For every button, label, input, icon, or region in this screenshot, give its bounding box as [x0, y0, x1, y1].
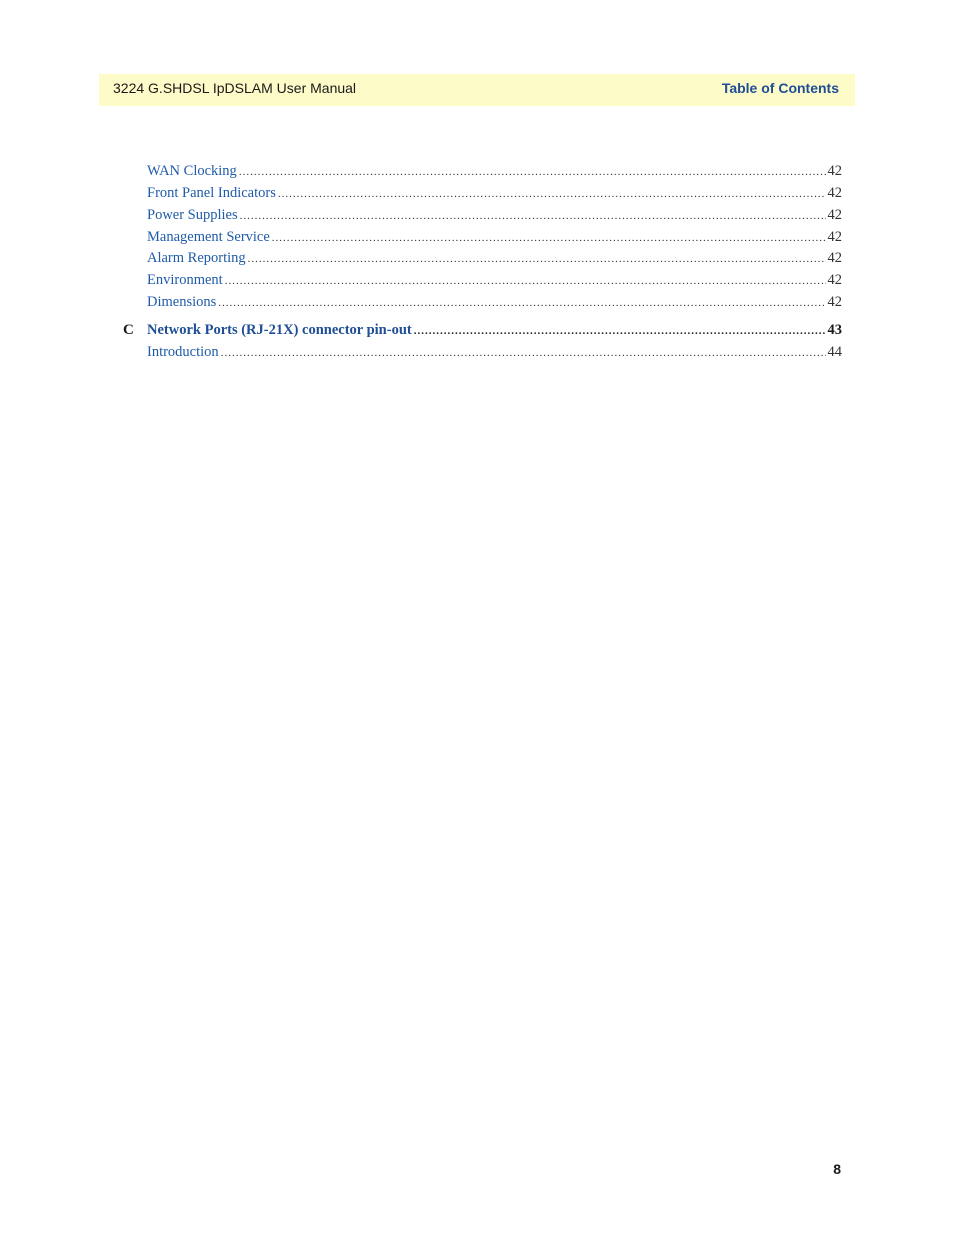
- toc-entry-wan-clocking[interactable]: [147, 163, 842, 180]
- toc-entry-page: 42: [827, 294, 842, 310]
- toc-entry-management-service[interactable]: [147, 229, 842, 246]
- toc-chapter-label[interactable]: Network Ports (RJ-21X) connector pin-out: [147, 322, 412, 338]
- page-number: 8: [833, 1161, 841, 1177]
- toc-entry-page: 42: [827, 229, 842, 245]
- dot-leader: [218, 297, 825, 309]
- dot-leader: [225, 275, 826, 287]
- toc-entry-label[interactable]: Introduction: [147, 344, 219, 360]
- running-header: [99, 74, 855, 106]
- toc-entry-label[interactable]: Environment: [147, 272, 223, 288]
- dot-leader: [272, 232, 826, 244]
- toc-entry-environment[interactable]: [147, 272, 842, 289]
- toc-entry-page: 44: [827, 344, 842, 360]
- dot-leader: [239, 166, 826, 178]
- dot-leader: [221, 347, 826, 359]
- toc-entry-label[interactable]: WAN Clocking: [147, 163, 237, 179]
- toc-entry-page: 42: [827, 207, 842, 223]
- toc-entry-page: 42: [827, 272, 842, 288]
- toc-entry-label[interactable]: Power Supplies: [147, 207, 238, 223]
- toc-entry-label[interactable]: Front Panel Indicators: [147, 185, 276, 201]
- dot-leader: [414, 325, 826, 337]
- toc-entry-alarm-reporting[interactable]: [147, 250, 842, 267]
- dot-leader: [278, 188, 826, 200]
- toc-entry-page: 42: [827, 250, 842, 266]
- appendix-letter: C: [123, 322, 134, 338]
- toc-entry-dimensions[interactable]: [147, 294, 842, 311]
- toc-entry-introduction[interactable]: [147, 344, 842, 361]
- toc-entry-page: 42: [827, 163, 842, 179]
- dot-leader: [248, 253, 826, 265]
- toc-entry-page: 42: [827, 185, 842, 201]
- toc-entry-label[interactable]: Dimensions: [147, 294, 217, 310]
- section-title: Table of Contents: [721, 80, 839, 96]
- toc-entry-label[interactable]: Alarm Reporting: [147, 250, 246, 266]
- manual-title: 3224 G.SHDSL IpDSLAM User Manual: [113, 80, 357, 96]
- toc-entry-power-supplies[interactable]: [147, 207, 842, 224]
- toc-chapter-page: 43: [827, 322, 842, 338]
- toc-entry-front-panel-indicators[interactable]: [147, 185, 842, 202]
- toc-chapter-network-ports[interactable]: [147, 322, 842, 339]
- toc-entry-label[interactable]: Management Service: [147, 229, 270, 245]
- dot-leader: [240, 210, 826, 222]
